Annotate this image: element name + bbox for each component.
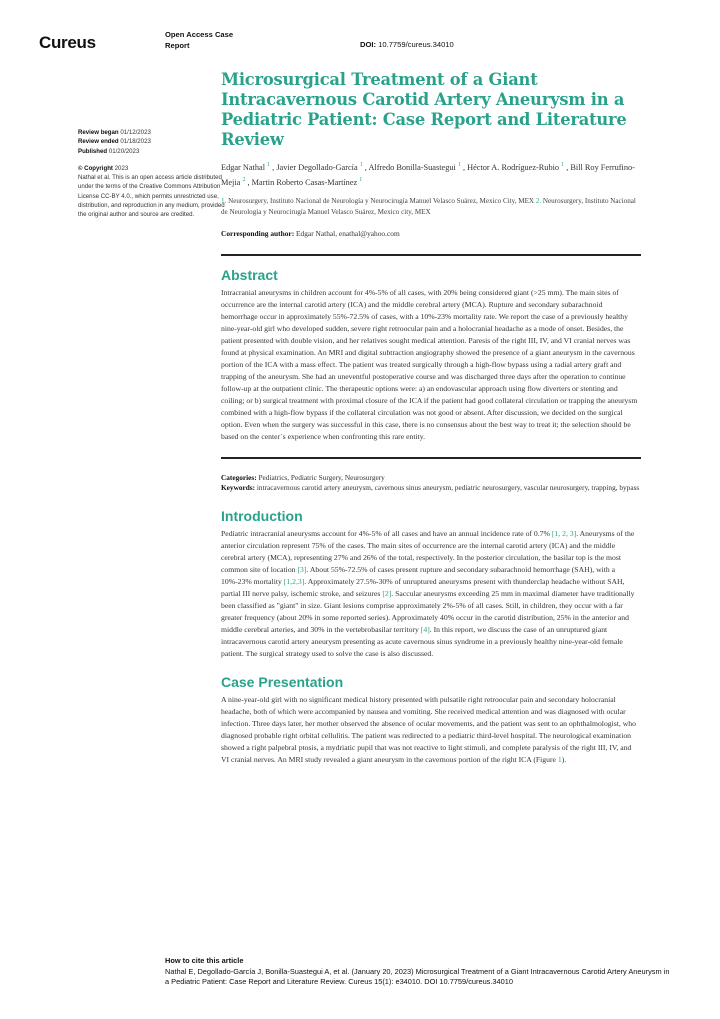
categories-label: Categories: bbox=[221, 472, 257, 482]
reference-link[interactable]: 1 bbox=[557, 754, 562, 764]
review-began-label: Review began bbox=[78, 129, 119, 136]
author-affiliation-number: 1 bbox=[561, 162, 565, 168]
copyright-year: 2023 bbox=[114, 164, 129, 172]
citation-heading: How to cite this article bbox=[165, 956, 244, 965]
author-name[interactable]: Héctor A. Rodríguez-Rubio bbox=[467, 162, 562, 172]
categories-value[interactable]: Pediatrics, Pediatric Surgery, Neurosurgery bbox=[258, 472, 385, 482]
abstract-text: Intracranial aneurysms in children account for 4%-5% of all cases, with 20% being considered giant (>25 mm). The main sites of occurrence are the internal carotid artery (ICA) and the middle cerebral artery (MCA). Rupture and secondary subarachnoid hemorrhage occur in approximately 55%-72.5% of cases, with a 10%-23% mortality rate. We report the case of a previously healthy nine-year-old girl who developed sudden, severe right retroocular pain and a holocranial headache as a mode of onset. Besides, the patient presented with double vision, and her relatives sought medical attention. Paresis of the right III, IV, and VI cranial nerves was found at physical examination. An MRI and digital subtraction angiography showed the presence of a giant aneurysm in the cavernous portion of the ICA with a mass effect. The patient was treated surgically through a high-flow bypass using a radial artery graft and trapping of the aneurysm. She had an uneventful postoperative course and was discharged three days after the operation to continue follow-up at the outpatient clinic. The therapeutic options were: a) an endovascular approach using flow diverters or stenting and coiling; or b) surgical treatment with proximal closure of the ICA if the patient had good collateral circulation or trapping the aneurysm combined with a high-flow bypass if the collateral circulation was not good or absent. After discussion, we decided on the surgical option. Even when the surgery was successful in this case, there is no consensus about the best way to treat it; the selection should be based on the center´s experience when confronting this rare entity. bbox=[221, 287, 638, 441]
published-date: 01/20/2023 bbox=[108, 147, 140, 155]
meta-block bbox=[221, 473, 641, 493]
author-name[interactable]: Bill Roy Ferrufino-Mejia bbox=[221, 162, 635, 187]
article-title: Microsurgical Treatment of a Giant Intracavernous Carotid Artery Aneurysm in a Pediatric Patient: Case Report and Literature Review bbox=[221, 70, 627, 149]
introduction-text bbox=[221, 528, 641, 660]
author-affiliation-number: 1 bbox=[359, 176, 363, 183]
review-ended-label: Review ended bbox=[78, 138, 119, 146]
main-content bbox=[221, 70, 641, 766]
author-name[interactable]: Edgar Nathal bbox=[221, 162, 268, 172]
review-ended-row bbox=[78, 137, 228, 146]
keywords-label: Keywords: bbox=[221, 482, 256, 492]
affiliations bbox=[221, 196, 641, 218]
reference-link[interactable]: [1,2,3] bbox=[283, 576, 305, 586]
reference-link[interactable]: [2] bbox=[382, 588, 392, 598]
corresponding-text[interactable]: Edgar Nathal, enathal@yahoo.com bbox=[296, 228, 400, 238]
copyright-row bbox=[78, 164, 228, 173]
author-affiliation-number: 1 bbox=[457, 162, 461, 168]
citation-text: Nathal E, Degollado-García J, Bonilla-Suastegui A, et al. (January 20, 2023) Microsurgical Treatment of a Giant Intracavernous Carotid Artery Aneurysm in a Pediatric Patient: Case Report and Literature Review. Cureus 15(1): e34010. DOI 10.7759/cureus.34010 bbox=[165, 966, 670, 986]
divider-bottom bbox=[221, 457, 641, 459]
reference-link[interactable]: [3] bbox=[297, 564, 307, 574]
published-row bbox=[78, 147, 228, 156]
case-presentation-heading: Case Presentation bbox=[221, 673, 344, 690]
author-affiliation-number: 2 bbox=[242, 176, 246, 183]
abstract-section bbox=[221, 266, 641, 443]
review-ended-date: 01/18/2023 bbox=[120, 138, 151, 146]
corresponding-author bbox=[221, 229, 641, 238]
affiliation-number: 1. bbox=[221, 196, 229, 205]
reference-link[interactable]: [1, 2, 3] bbox=[551, 528, 577, 538]
author-list: Edgar Nathal $^1$ , Javier Degollado-García $^1$ , Alfredo Bonilla-Suastegui $^1$ , Héctor A. Rodríguez-Rubio $^1$ , Bill Roy Ferrufino-Mejia $^2$ , Martin Roberto Casas-Martínez $^1$ bbox=[221, 162, 635, 187]
body-text: . In this report, we discuss the case of an unruptured giant intracavernous carotid artery aneurysm presenting as acute cavernous sinus syndrome in a previously healthy nine-year-old female patient. The surgical strategy used to solve the case is also discussed. bbox=[221, 624, 623, 658]
body-text: ). bbox=[561, 754, 567, 764]
body-text: A nine-year-old girl with no significant medical history presented with pulsatile right retroocular pain and secondary holocranial headache, both of which were accompanied by nausea and vomiting. She received medical attention and was diagnosed with ocular infection. Three days later, her mother observed the absence of ocular movements, and the patient was sent to an ophthalmologist, who diagnosed probable right orbital cellulitis. The patient was redirected to a pediatric third-level hospital. The neurological examination showed a right palpebral ptosis, a mydriatic pupil that was not reactive to light stimuli, and complete paralysis of the right III, IV, and VI cranial nerves. An MRI study revealed a giant aneurysm in the cavernous portion of the right ICA (Figure bbox=[221, 694, 636, 764]
review-began-row bbox=[78, 128, 228, 137]
citation-block bbox=[165, 956, 675, 988]
doi-label: DOI: bbox=[360, 40, 377, 49]
affiliation-number: 2. bbox=[535, 196, 543, 205]
author-name[interactable]: Javier Degollado-García bbox=[276, 162, 360, 172]
introduction-heading: Introduction bbox=[221, 507, 303, 524]
abstract-heading: Abstract bbox=[221, 266, 278, 283]
introduction-section bbox=[221, 507, 641, 660]
review-began-date: 01/12/2023 bbox=[120, 129, 151, 136]
body-text: . About 55%-72.5% of cases present rupture and secondary subarachnoid hemorrhage (SAH), with a 10%-23% mortality bbox=[221, 564, 616, 586]
author-affiliation-number: 1 bbox=[267, 162, 271, 168]
body-text: . Saccular aneurysms exceeding 25 mm in maximal diameter have traditionally been classified as "giant" in size. Giant lesions comprise approximately 2%-5% of all cases. Still, in children, they occur with a far greater frequency (about 20% in some reported series). Approximately 40% occur in the carotid distribution, 25% in the anterior and middle cerebral arteries, and 30% in the vertebrobasilar territory bbox=[221, 588, 635, 634]
published-label: Published bbox=[78, 147, 108, 155]
license-text: Nathal et al. This is an open access article distributed under the terms of the Creative Commons Attribution License CC-BY 4.0., which permits unrestricted use, distribution, and reproduction in any medium, provided the original author and source are credited. bbox=[78, 174, 225, 219]
body-text: Pediatric intracranial aneurysms account for 4%-5% of all cases and have an annual incidence rate of 0.7% bbox=[221, 528, 552, 538]
author-name[interactable]: Martin Roberto Casas-Martínez bbox=[251, 177, 360, 187]
article-type-label: Open Access Case Report bbox=[165, 30, 234, 50]
case-presentation-text bbox=[221, 694, 641, 766]
reference-link[interactable]: [4] bbox=[420, 624, 430, 634]
author-name[interactable]: Alfredo Bonilla-Suastegui bbox=[368, 162, 458, 172]
body-text: . Approximately 27.5%-30% of unruptured aneurysms present with thunderclap headache without SAH, partial III nerve palsy, ischemic stroke, and seizures bbox=[221, 576, 625, 598]
doi-link[interactable]: 10.7759/cureus.34010 bbox=[378, 40, 454, 49]
affiliation-text: Neurosurgery, Instituto Nacional de Neurología y Neurocirugía Manuel Velasco Suárez, Mexico City, MEX bbox=[228, 196, 535, 205]
body-text: . Aneurysms of the anterior circulation represent 75% of the cases. The main sites of occurrence are the internal carotid artery (ICA) and the middle cerebral artery (MCA), representing 27% and 26% of the total, respectively. In the posterior circulation, the basilar top is the most common site of location bbox=[221, 528, 635, 574]
header-doi bbox=[360, 40, 454, 49]
author-affiliation-number: 1 bbox=[359, 162, 363, 168]
cureus-logo[interactable]: Cureus bbox=[39, 33, 96, 52]
affiliation-text: Neurosurgery, Instituto Nacional de Neurología y Neurocirugía Manuel Velasco Suárez, Mexico city, MEX bbox=[221, 196, 636, 216]
keywords-row bbox=[221, 483, 641, 493]
copyright-label: © Copyright bbox=[78, 164, 113, 172]
sidebar bbox=[78, 128, 228, 220]
corresponding-label: Corresponding author: bbox=[221, 228, 295, 238]
categories-row bbox=[221, 473, 641, 483]
case-presentation-section bbox=[221, 673, 641, 766]
keywords-value: intracavernous carotid artery aneurysm, cavernous sinus aneurysm, pediatric neurosurgery, vascular neurosurgery, trapping, bypass bbox=[256, 482, 640, 492]
divider-top bbox=[221, 254, 641, 256]
